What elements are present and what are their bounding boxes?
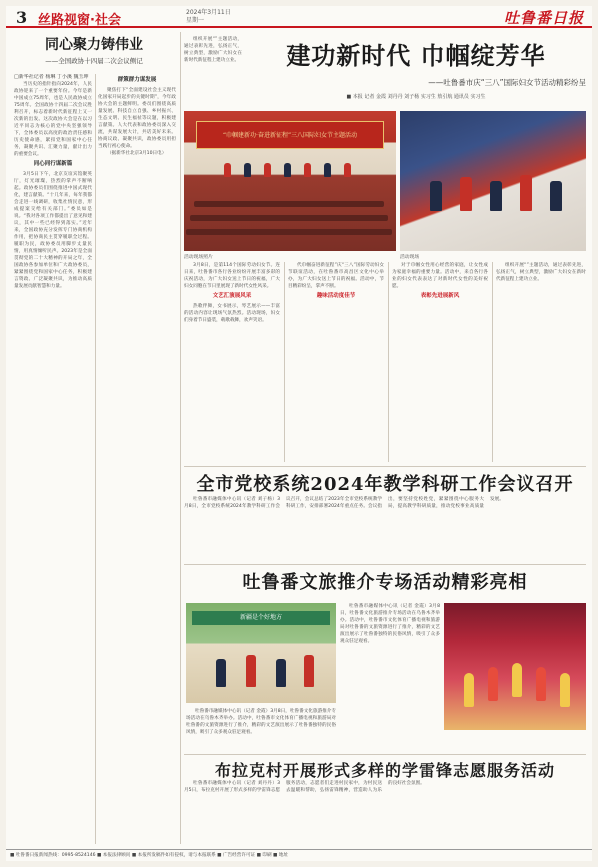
dancer	[536, 667, 546, 701]
story4-body	[184, 780, 586, 846]
masthead	[6, 6, 592, 28]
audience-row	[194, 201, 384, 207]
top-story-col-4	[496, 262, 586, 462]
top-story-col4-text: 组织开展“”主题活动，通过表彰先进，弘扬正气，树立典型，激励广大妇女在新时代新征程上建功立业。	[496, 263, 586, 282]
performer	[244, 163, 251, 177]
photo1-caption: 活动现场照片	[184, 255, 213, 260]
left-article-headline: 同心聚力铸伟业	[45, 37, 143, 53]
section-title: 丝路视窗·社会	[38, 13, 121, 28]
performer	[344, 163, 351, 177]
performer	[264, 163, 271, 177]
top-story-lead	[184, 36, 242, 106]
dancer	[512, 663, 522, 697]
audience-row	[190, 215, 388, 221]
left-article-intro: 当历史的指针指向2024年，人民政协迎来了一个重要年份。今年是新中国成立75周年，也是人民政协成立75周年。全国政协十四届二次会议胜利召开，标志着新时代新征程上又一次新的出发。这次政协大会是在以习近平同志为核心的党中央坚强领导下，全体委员以高度的政治责任感和历史使命感，紧扣党和国家中心任务，凝聚共识、汇聚力量，献计出力的重要会议。	[14, 82, 92, 157]
stage-banner	[196, 121, 384, 149]
performer	[224, 163, 231, 177]
column-divider	[388, 262, 389, 462]
top-story-header	[246, 36, 586, 100]
story2-body	[184, 496, 586, 560]
newspaper-logo: 吐鲁番日报	[503, 9, 584, 27]
story3-text-2: 吐鲁番市融媒体中心讯（记者 金霞）3月8日，吐鲁番文化旅游推介专场活动在乌鲁木齐举办。活动中，吐鲁番市文化体育广播电视和旅游局对吐鲁番的文旅资源进行了推介，精彩的文艺演出展示了吐鲁番独特的民俗风情，吸引了众多观众驻足观看。	[340, 604, 440, 644]
weekday: 星期一	[186, 17, 205, 24]
dateline	[186, 9, 231, 25]
section-divider	[184, 754, 586, 755]
tourism-photo	[186, 603, 336, 703]
story3-col-2	[340, 603, 440, 753]
left-section1-body: 3月5日下午，北京友谊宾馆聚英厅，灯光璀璨，热烈的掌声不断响起。政协委员们围绕推进中国式现代化，建言献策。“十几年来，每年我都会走进一线调研，收集社情民意，形成提案交给有关部门。”委员如是说。“我对各项工作都提出了意见和建议，其中一些已经得到落实。”近年来，全国政协充分发挥专门协商机构作用，把协商民主贯穿履职全过程。履职为民，政协委员用脚步丈量民情，用真情倾听民声。2023年是全面贯彻党的二十大精神的开局之年，全国政协各参加单位和广大政协委员，紧紧围绕党和国家中心任务，积极建言资政、广泛凝聚共识，为推动高质量发展贡献智慧和力量。	[14, 172, 92, 289]
page-number: 3	[16, 8, 28, 27]
top-story-subheadline: ——吐鲁番市庆“三八”国际妇女节活动精彩纷呈	[428, 78, 586, 87]
footer: ■ 吐鲁番日报新闻热线：0995-8524146 ■ 本报法律顾问 ■ 本报所发稿件如有侵权，请与本报联系 ■ 广告经营许可证 ■ 印刷 ■ 地址	[6, 849, 592, 861]
story2-headline: 全市党校系统2024年教学科研工作会议召开	[196, 474, 574, 495]
tourism-sign: 新疆是个好地方	[192, 611, 330, 625]
column-divider	[180, 32, 181, 844]
person	[460, 177, 472, 211]
person	[430, 181, 442, 211]
left-article-subheadline: ——全国政协十四届二次会议侧记	[45, 57, 143, 65]
top-story-col2-text: 代巾帼奋进新征程”庆“三八”国际劳动妇女节联谊活动，在吐鲁番市高昌区文化中心举办，为广大妇女送上节日的祝福。活动中，节目精彩纷呈，掌声不断。	[288, 263, 384, 289]
left-article-col-b	[98, 74, 176, 844]
top-story-col1-text: 3月8日，是第114个国际劳动妇女节。连日来，吐鲁番市各行各业纷纷开展丰富多彩的庆祝活动，为广大妇女送上节日的祝福，广大妇女同胞在节日里展现了新时代女性风采。	[184, 263, 280, 289]
story4-text: 吐鲁番市融媒体中心讯（记者 刘丹丹）3月5日，布拉克村开展了形式多样的学雷锋志愿服务活动，志愿者们走进村民家中，为村民送去温暖和帮助，弘扬雷锋精神，营造助人为乐的良好社会氛围。	[184, 781, 425, 793]
story4-headline: 布拉克村开展形式多样的学雷锋志愿服务活动	[214, 761, 555, 780]
person	[216, 659, 226, 687]
dancer	[464, 673, 474, 707]
left-article-closing: （据新华社北京3月10日电）	[107, 151, 167, 156]
left-article-col-a	[14, 74, 92, 844]
story3-col-1	[186, 708, 336, 754]
person	[520, 175, 532, 211]
top-story-credit: ■ 本报 记者 金霞 刘丹丹 刘子杨 实习生 敖引航 通讯员 实习生	[346, 94, 486, 100]
left-article-byline: □新华社记者 杨琳 丁小溪 魏玉坤	[14, 74, 89, 80]
person	[490, 181, 502, 211]
column-divider	[492, 262, 493, 462]
event-photo-stage	[184, 111, 396, 251]
top-story-col2-subhead: 趣味活动度佳节	[316, 293, 356, 299]
top-story-col1-subhead: 文艺汇演展风采	[212, 293, 252, 299]
top-story-lead-text: 组织开展“”主题活动，通过表彰先进，弘扬正气，树立典型，激励广大妇女在新时代新征程上建功立业。	[184, 37, 242, 63]
top-story-col3-subhead: 表彰先进展新风	[420, 293, 460, 299]
performer	[284, 163, 291, 177]
left-article-header	[14, 34, 174, 65]
top-story-headline: 建功新时代 巾帼绽芳华	[286, 41, 546, 70]
story3-headline: 吐鲁番文旅推介专场活动精彩亮相	[242, 572, 528, 593]
top-story-col3-text: 对于巾帼女性用心经营的家庭，让女性成为家庭幸福的重要力量。活动中，来自各行各业的妇女代表表达了对新时代女性的美好祝愿。	[392, 263, 488, 289]
left-section2-body: 聚焦打下“全面建设社会主义现代化国家开局起步的关键时期”，今年政协大会的主题鲜明。委员们围绕高质量发展、科技自立自强、乡村振兴、生态文明、民生福祉等议题，积极建言献策。人大代表和政协委员深入交流，共谋发展大计，共话美好未来。协商议政、凝聚共识，政协委员用担当践行初心使命。	[98, 88, 176, 149]
story2-text: 吐鲁番市融媒体中心讯（记者 刘子杨）3月8日，全市党校系统2024年教学科研工作会议召开，会议总结了2023年全市党校系统教学科研工作，安排部署2024年重点任务。会议指出，要坚持党校姓党，紧紧围绕中心服务大局，提高教学科研质量，推动党校事业高质量发展。	[184, 497, 504, 509]
person	[304, 655, 314, 687]
photo2-caption: 活动现场	[400, 255, 420, 260]
newspaper-page	[6, 6, 592, 861]
dancer	[488, 667, 498, 701]
audience-row	[186, 229, 392, 235]
dancer	[560, 673, 570, 707]
person	[276, 659, 286, 687]
performer	[304, 163, 311, 177]
person	[550, 181, 562, 211]
stage-banner-text: “巾帼建新功·奋进新征程”三八国际妇女节主题活动	[222, 132, 358, 139]
story3-text-1: 吐鲁番市融媒体中心讯（记者 金霞）3月8日，吐鲁番文化旅游推介专场活动在乌鲁木齐举办。活动中，吐鲁番市文化体育广播电视和旅游局对吐鲁番的文旅资源进行了推介，精彩的文艺演出展示了吐鲁番独特的民俗风情，吸引了众多观众驻足观看。	[186, 709, 336, 735]
column-divider	[284, 262, 285, 462]
performer	[324, 163, 331, 177]
event-photo-crowd	[400, 111, 586, 251]
section-divider	[184, 564, 586, 565]
top-story-col-1	[184, 262, 280, 462]
person	[246, 655, 256, 687]
section-divider	[184, 466, 586, 467]
column-divider	[95, 74, 96, 844]
top-story-col-2	[288, 262, 384, 462]
top-story-col1-more: 热歌伴舞，女书展示，琴艺展示——丰富的活动内容让现场气氛热烈。活动现场，妇女们身着节日盛装，载歌载舞，欢声笑语。	[184, 304, 280, 323]
performance-photo	[444, 603, 586, 730]
left-section1-title: 同心同行谋新篇	[33, 161, 73, 167]
left-section2-title: 群策群力谋发展	[117, 77, 157, 83]
top-story-col-3	[392, 262, 488, 462]
date: 2024年3月11日	[186, 9, 231, 16]
